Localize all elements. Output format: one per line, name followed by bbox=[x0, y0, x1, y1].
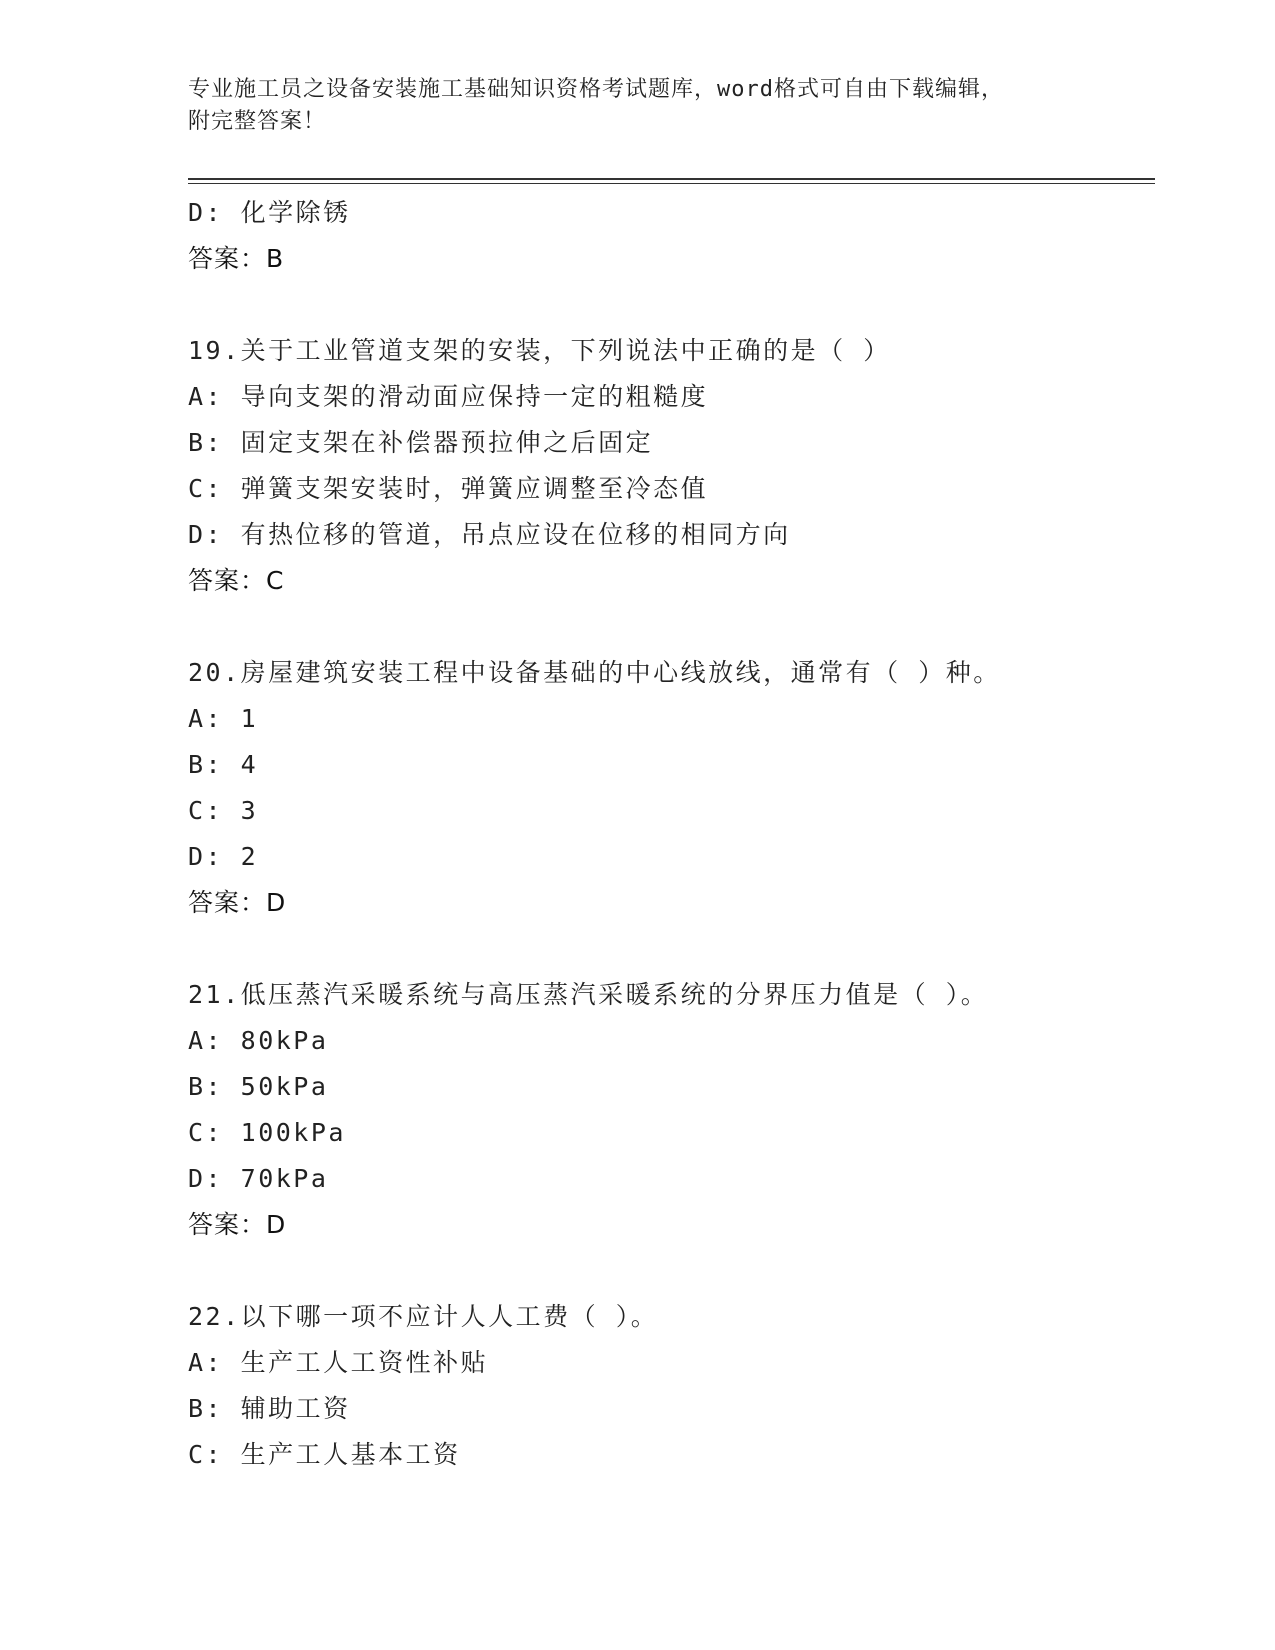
option-b: B: 辅助工资 bbox=[188, 1394, 351, 1423]
question-20 bbox=[188, 650, 1148, 926]
option-a: A: 导向支架的滑动面应保持一定的粗糙度 bbox=[188, 382, 709, 411]
option-a: A: 生产工人工资性补贴 bbox=[188, 1348, 489, 1377]
option-d: D: 化学除锈 bbox=[188, 198, 351, 227]
option-d: D: 2 bbox=[188, 842, 259, 871]
question-stem: 22.以下哪一项不应计人人工费（ ）。 bbox=[188, 1302, 659, 1331]
option-d: D: 有热位移的管道，吊点应设在位移的相同方向 bbox=[188, 520, 791, 549]
question-stem: 19.关于工业管道支架的安装，下列说法中正确的是（ ） bbox=[188, 336, 891, 365]
spacer bbox=[188, 926, 1148, 972]
question-19 bbox=[188, 328, 1148, 604]
header-title-line-1: 专业施工员之设备安装施工基础知识资格考试题库，word格式可自由下载编辑， bbox=[188, 77, 1004, 102]
answer-line: 答案：B bbox=[188, 244, 285, 273]
question-21 bbox=[188, 972, 1148, 1248]
question-18-tail bbox=[188, 190, 1148, 282]
question-22 bbox=[188, 1294, 1148, 1478]
header-divider-thin bbox=[188, 183, 1155, 184]
option-b: B: 固定支架在补偿器预拉伸之后固定 bbox=[188, 428, 654, 457]
spacer bbox=[188, 1248, 1148, 1294]
option-b: B: 4 bbox=[188, 750, 259, 779]
header-divider-thick bbox=[188, 178, 1155, 180]
question-stem: 21.低压蒸汽采暖系统与高压蒸汽采暖系统的分界压力值是（ ）。 bbox=[188, 980, 989, 1009]
spacer bbox=[188, 282, 1148, 328]
answer-line: 答案：C bbox=[188, 566, 285, 595]
header-title-line-2: 附完整答案！ bbox=[188, 109, 327, 134]
option-a: A: 80kPa bbox=[188, 1026, 329, 1055]
option-d: D: 70kPa bbox=[188, 1164, 329, 1193]
option-c: C: 100kPa bbox=[188, 1118, 346, 1147]
option-a: A: 1 bbox=[188, 704, 259, 733]
option-c: C: 3 bbox=[188, 796, 259, 825]
page-header bbox=[188, 74, 1088, 138]
option-c: C: 弹簧支架安装时，弹簧应调整至冷态值 bbox=[188, 474, 709, 503]
spacer bbox=[188, 604, 1148, 650]
question-stem: 20.房屋建筑安装工程中设备基础的中心线放线，通常有（ ）种。 bbox=[188, 658, 1001, 687]
question-list bbox=[188, 190, 1148, 1478]
answer-line: 答案：D bbox=[188, 1210, 287, 1239]
option-b: B: 50kPa bbox=[188, 1072, 329, 1101]
option-c: C: 生产工人基本工资 bbox=[188, 1440, 461, 1469]
answer-line: 答案：D bbox=[188, 888, 287, 917]
